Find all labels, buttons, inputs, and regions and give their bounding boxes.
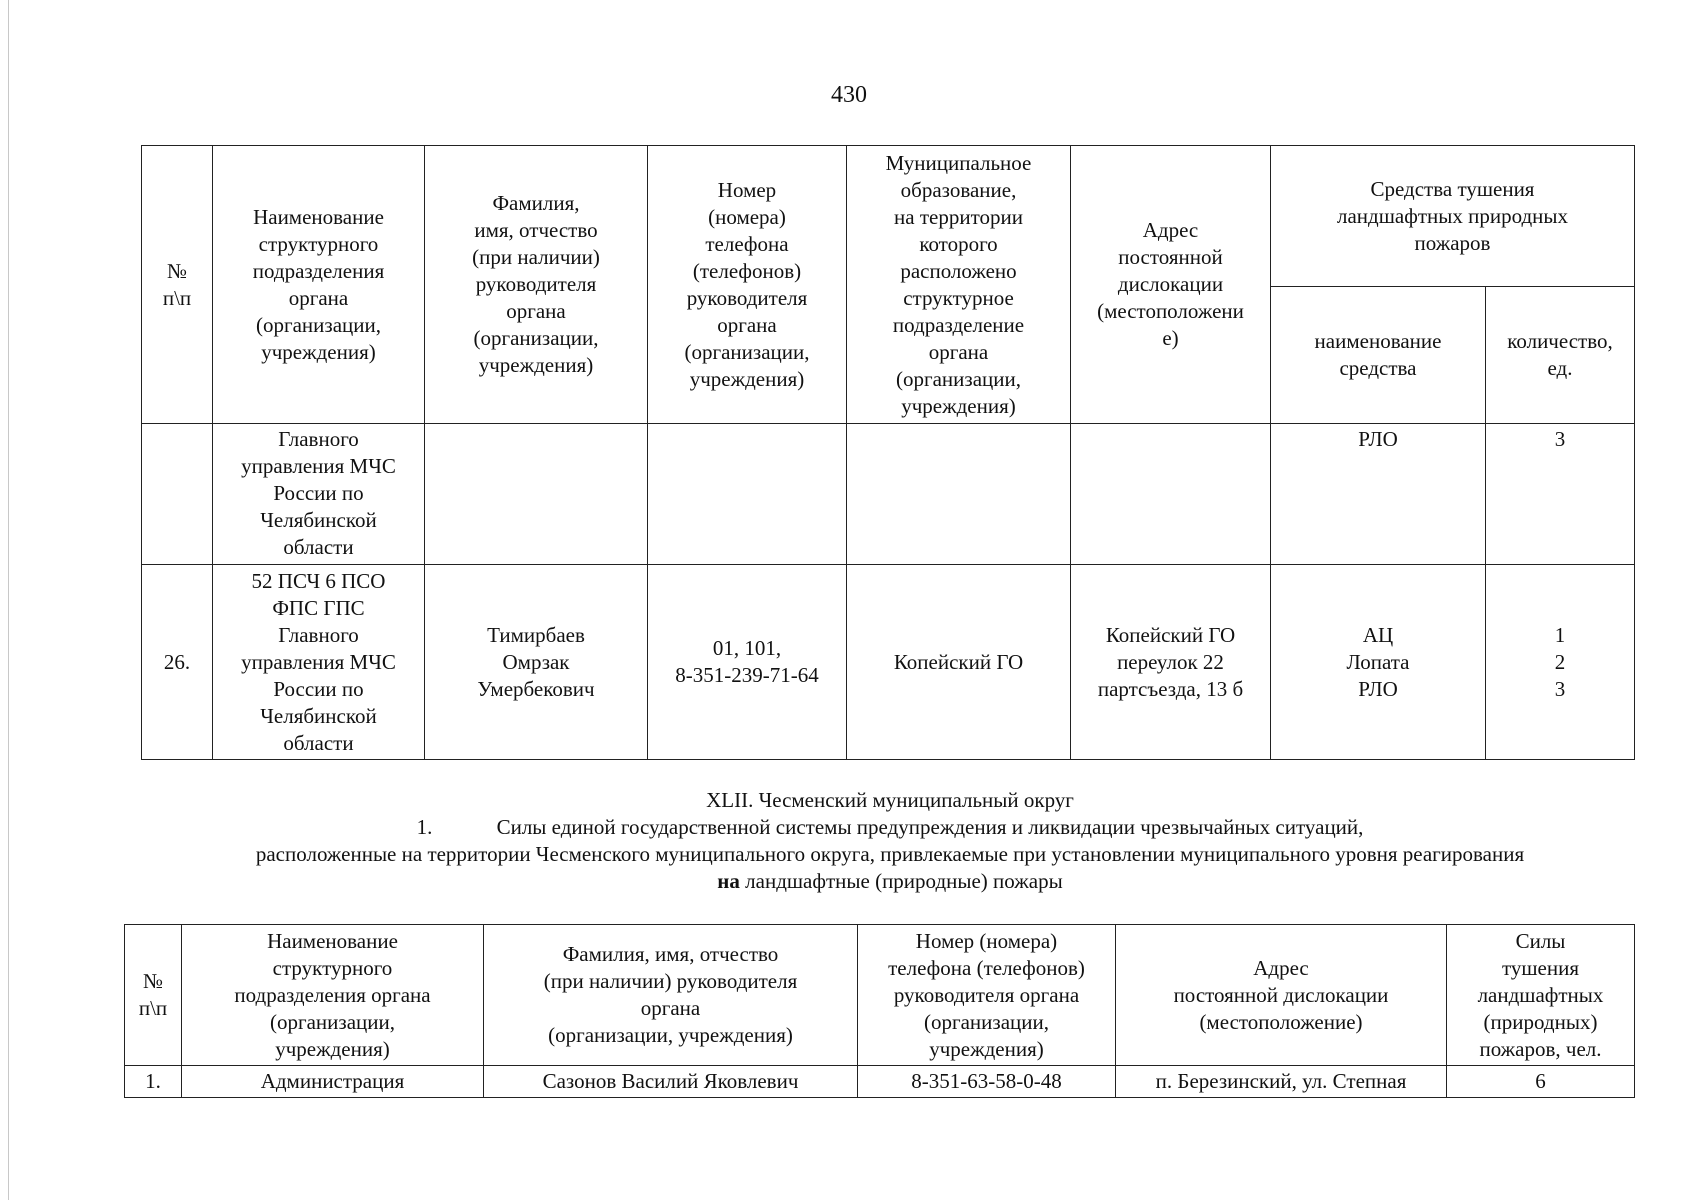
header-means-qty: количество, ед. <box>1486 287 1635 424</box>
header-phone: Номер (номера) телефона (телефонов) руководителя органа (организации, учреждения) <box>648 146 847 424</box>
cell-means-name: АЦ Лопата РЛО <box>1271 565 1486 760</box>
section-heading-line-2: расположенные на территории Чесменского муниципального округа, привлекаемые при установлении муниципального уровня реагирования <box>255 842 1525 866</box>
cell-phone <box>648 424 847 565</box>
cell-head-name: Тимирбаев Омрзак Умербекович <box>425 565 648 760</box>
section-title: XLII. Чесменский муниципальный округ <box>706 788 1074 812</box>
header-phone: Номер (номера) телефона (телефонов) руководителя органа (организации, учреждения) <box>858 925 1116 1066</box>
cell-municipality: Копейский ГО <box>847 565 1071 760</box>
cell-phone: 01, 101, 8-351-239-71-64 <box>648 565 847 760</box>
section-heading-line-1 <box>130 814 1650 841</box>
cell-means-name: РЛО <box>1271 424 1486 565</box>
cell-address: п. Березинский, ул. Степная <box>1116 1066 1447 1098</box>
header-head-name: Фамилия, имя, отчество (при наличии) руководителя органа (организации, учреждения) <box>425 146 648 424</box>
cell-num <box>142 424 213 565</box>
header-unit: Наименование структурного подразделения органа (организации, учреждения) <box>182 925 484 1066</box>
cell-head-name <box>425 424 648 565</box>
header-means-name: наименование средства <box>1271 287 1486 424</box>
header-unit: Наименование структурного подразделения органа (организации, учреждения) <box>213 146 425 424</box>
section-heading-text-3: ландшафтные (природные) пожары <box>739 869 1063 893</box>
forces-table-continued <box>141 145 1635 760</box>
header-head-name: Фамилия, имя, отчество (при наличии) руководителя органа (организации, учреждения) <box>484 925 858 1066</box>
cell-forces: 6 <box>1447 1066 1635 1098</box>
header-num: № п\п <box>125 925 182 1066</box>
left-margin-line <box>8 0 9 1200</box>
header-address: Адрес постоянной дислокации (местоположение) <box>1116 925 1447 1066</box>
header-forces: Силы тушения ландшафтных (природных) пожаров, чел. <box>1447 925 1635 1066</box>
cell-unit: 52 ПСЧ 6 ПСО ФПС ГПС Главного управления МЧС России по Челябинской области <box>213 565 425 760</box>
cell-municipality <box>847 424 1071 565</box>
table-row <box>142 565 1635 760</box>
cell-phone: 8-351-63-58-0-48 <box>858 1066 1116 1098</box>
page-number: 430 <box>831 82 867 108</box>
cell-num: 26. <box>142 565 213 760</box>
cell-num: 1. <box>125 1066 182 1098</box>
cell-means-qty: 1 2 3 <box>1486 565 1635 760</box>
table-row <box>142 424 1635 565</box>
header-municipality: Муниципальное образование, на территории которого расположено структурное подразделение органа (организации, учреждения) <box>847 146 1071 424</box>
cell-address <box>1071 424 1271 565</box>
cell-unit: Администрация <box>182 1066 484 1098</box>
table-row <box>125 1066 1635 1098</box>
cell-head-name: Сазонов Василий Яковлевич <box>484 1066 858 1098</box>
cell-unit: Главного управления МЧС России по Челябинской области <box>213 424 425 565</box>
header-means-group: Средства тушения ландшафтных природных пожаров <box>1271 146 1635 287</box>
section-heading-line-3 <box>130 868 1650 895</box>
section-heading-text-1: Силы единой государственной системы предупреждения и ликвидации чрезвычайных ситуаций, <box>496 815 1364 839</box>
chesma-forces-table <box>124 924 1635 1098</box>
section-heading-bold: на <box>717 869 740 893</box>
cell-address: Копейский ГО переулок 22 партсъезда, 13 б <box>1071 565 1271 760</box>
header-num: № п\п <box>142 146 213 424</box>
cell-means-qty: 3 <box>1486 424 1635 565</box>
section-item-number: 1. <box>416 815 433 839</box>
header-address: Адрес постоянной дислокации (местоположени е) <box>1071 146 1271 424</box>
